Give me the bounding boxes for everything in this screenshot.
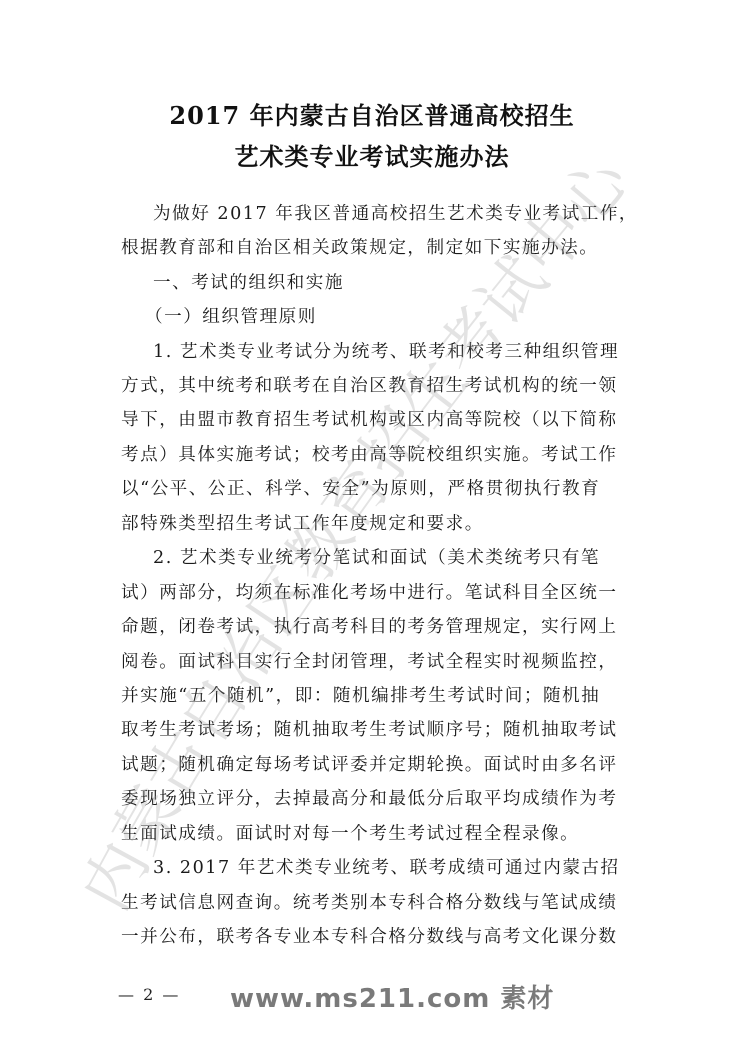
paragraph-line: 试）两部分，均须在标准化考场中进行。笔试科目全区统一: [121, 583, 618, 603]
paragraph-line: 3. 2017 年艺术类专业统考、联考成绩可通过内蒙古招: [153, 858, 620, 878]
document-title-line-2: 艺术类专业考试实施办法: [234, 142, 510, 171]
paragraph-line: 导下，由盟市教育招生考试机构或区内高等院校（以下简称: [121, 410, 618, 430]
paragraph-line: 命题，闭卷考试，执行高考科目的考务管理规定，实行网上: [121, 617, 618, 637]
paragraph-line: 考点）具体实施考试；校考由高等院校组织实施。考试工作: [121, 445, 618, 465]
paragraph-line: 并实施“五个随机”，即：随机编排考生考试时间；随机抽: [121, 686, 601, 706]
paragraph-line: 方式，其中统考和联考在自治区教育招生考试机构的统一领: [121, 376, 618, 396]
paragraph-line: 一并公布，联考各专业本专科合格分数线与高考文化课分数: [121, 927, 618, 947]
paragraph-line: 部特殊类型招生考试工作年度规定和要求。: [121, 514, 484, 534]
stamp-watermark-text: 内蒙古自治区教育招生考试中心: [68, 144, 644, 923]
paragraph-line: 以“公平、公正、科学、安全”为原则，严格贯彻执行教育: [121, 479, 601, 499]
paragraph-line: 试题；随机确定每场考试评委并定期轮换。面试时由多名评: [121, 755, 618, 775]
paragraph-line: 2. 艺术类专业统考分笔试和面试（美术类统考只有笔: [153, 548, 600, 568]
paragraph-line: 取考生考试考场；随机抽取考生考试顺序号；随机抽取考试: [121, 720, 618, 740]
paragraph-line: 1. 艺术类专业考试分为统考、联考和校考三种组织管理: [153, 342, 620, 362]
section-heading: 一、考试的组织和实施: [153, 273, 344, 293]
paragraph-line: 阅卷。面试科目实行全封闭管理，考试全程实时视频监控，: [121, 652, 618, 672]
subsection-heading: （一）组织管理原则: [145, 307, 317, 327]
paragraph-line: 生考试信息网查询。统考类别本专科合格分数线与笔试成绩: [121, 893, 618, 913]
page-number: — 2 —: [118, 985, 181, 1004]
site-watermark: www.ms211.com 素材: [230, 984, 555, 1014]
paragraph-line: 委现场独立评分，去掉最高分和最低分后取平均成绩作为考: [121, 789, 618, 809]
paragraph-line: 为做好 2017 年我区普通高校招生艺术类专业考试工作，: [153, 204, 639, 224]
document-title-line-1: 2017 年内蒙古自治区普通高校招生: [169, 101, 575, 130]
paragraph-line: 根据教育部和自治区相关政策规定，制定如下实施办法。: [121, 238, 599, 258]
paragraph-line: 生面试成绩。面试时对每一个考生考试过程全程录像。: [121, 824, 580, 844]
